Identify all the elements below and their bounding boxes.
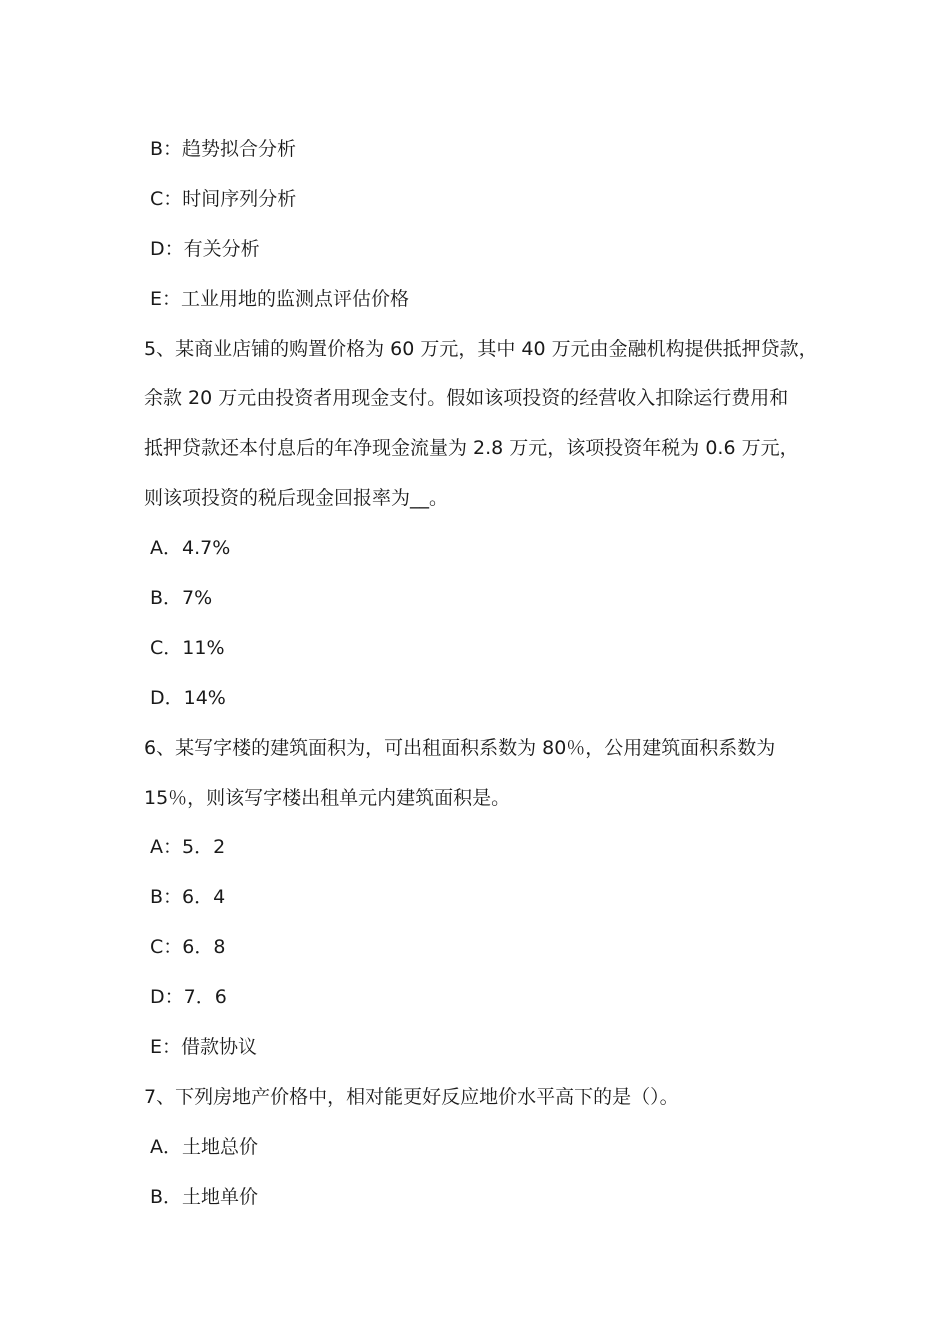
option-6e: E：借款协议 — [150, 1036, 258, 1059]
option-7b: B．土地单价 — [150, 1185, 259, 1208]
option-4d: D：有关分析 — [150, 237, 260, 260]
question-5-line-1: 5、某商业店铺的购置价格为 60 万元，其中 40 万元由金融机构提供抵押贷款， — [144, 337, 818, 360]
question-5-line-4: 则该项投资的税后现金回报率为__。 — [144, 487, 449, 510]
option-5d: D．14% — [150, 686, 226, 709]
option-5c: C．11% — [150, 636, 225, 659]
question-5-line-3: 抵押贷款还本付息后的年净现金流量为 2.8 万元，该项投资年税为 0.6 万元， — [144, 437, 799, 460]
option-6c: C：6．8 — [150, 936, 226, 959]
question-6-line-1: 6、某写字楼的建筑面积为，可出租面积系数为 80％，公用建筑面积系数为 — [144, 736, 776, 759]
option-6a: A：5．2 — [150, 836, 226, 859]
option-4e: E：工业用地的监测点评估价格 — [150, 287, 410, 310]
option-5a: A．4.7% — [150, 537, 231, 560]
option-6d: D：7．6 — [150, 986, 227, 1009]
option-5b: B．7% — [150, 587, 213, 610]
option-4b: B：趋势拟合分析 — [150, 138, 297, 160]
question-5-line-2: 余款 20 万元由投资者用现金支付。假如该项投资的经营收入扣除运行费用和 — [144, 387, 789, 410]
option-4c: C：时间序列分析 — [150, 187, 297, 210]
option-7a: A．土地总价 — [150, 1135, 258, 1158]
page-content — [144, 125, 816, 1223]
question-6-line-2: 15％，则该写字楼出租单元内建筑面积是。 — [144, 786, 511, 809]
question-7-line-1: 7、下列房地产价格中，相对能更好反应地价水平高下的是（）。 — [144, 1085, 679, 1108]
option-6b: B：6．4 — [150, 886, 226, 909]
